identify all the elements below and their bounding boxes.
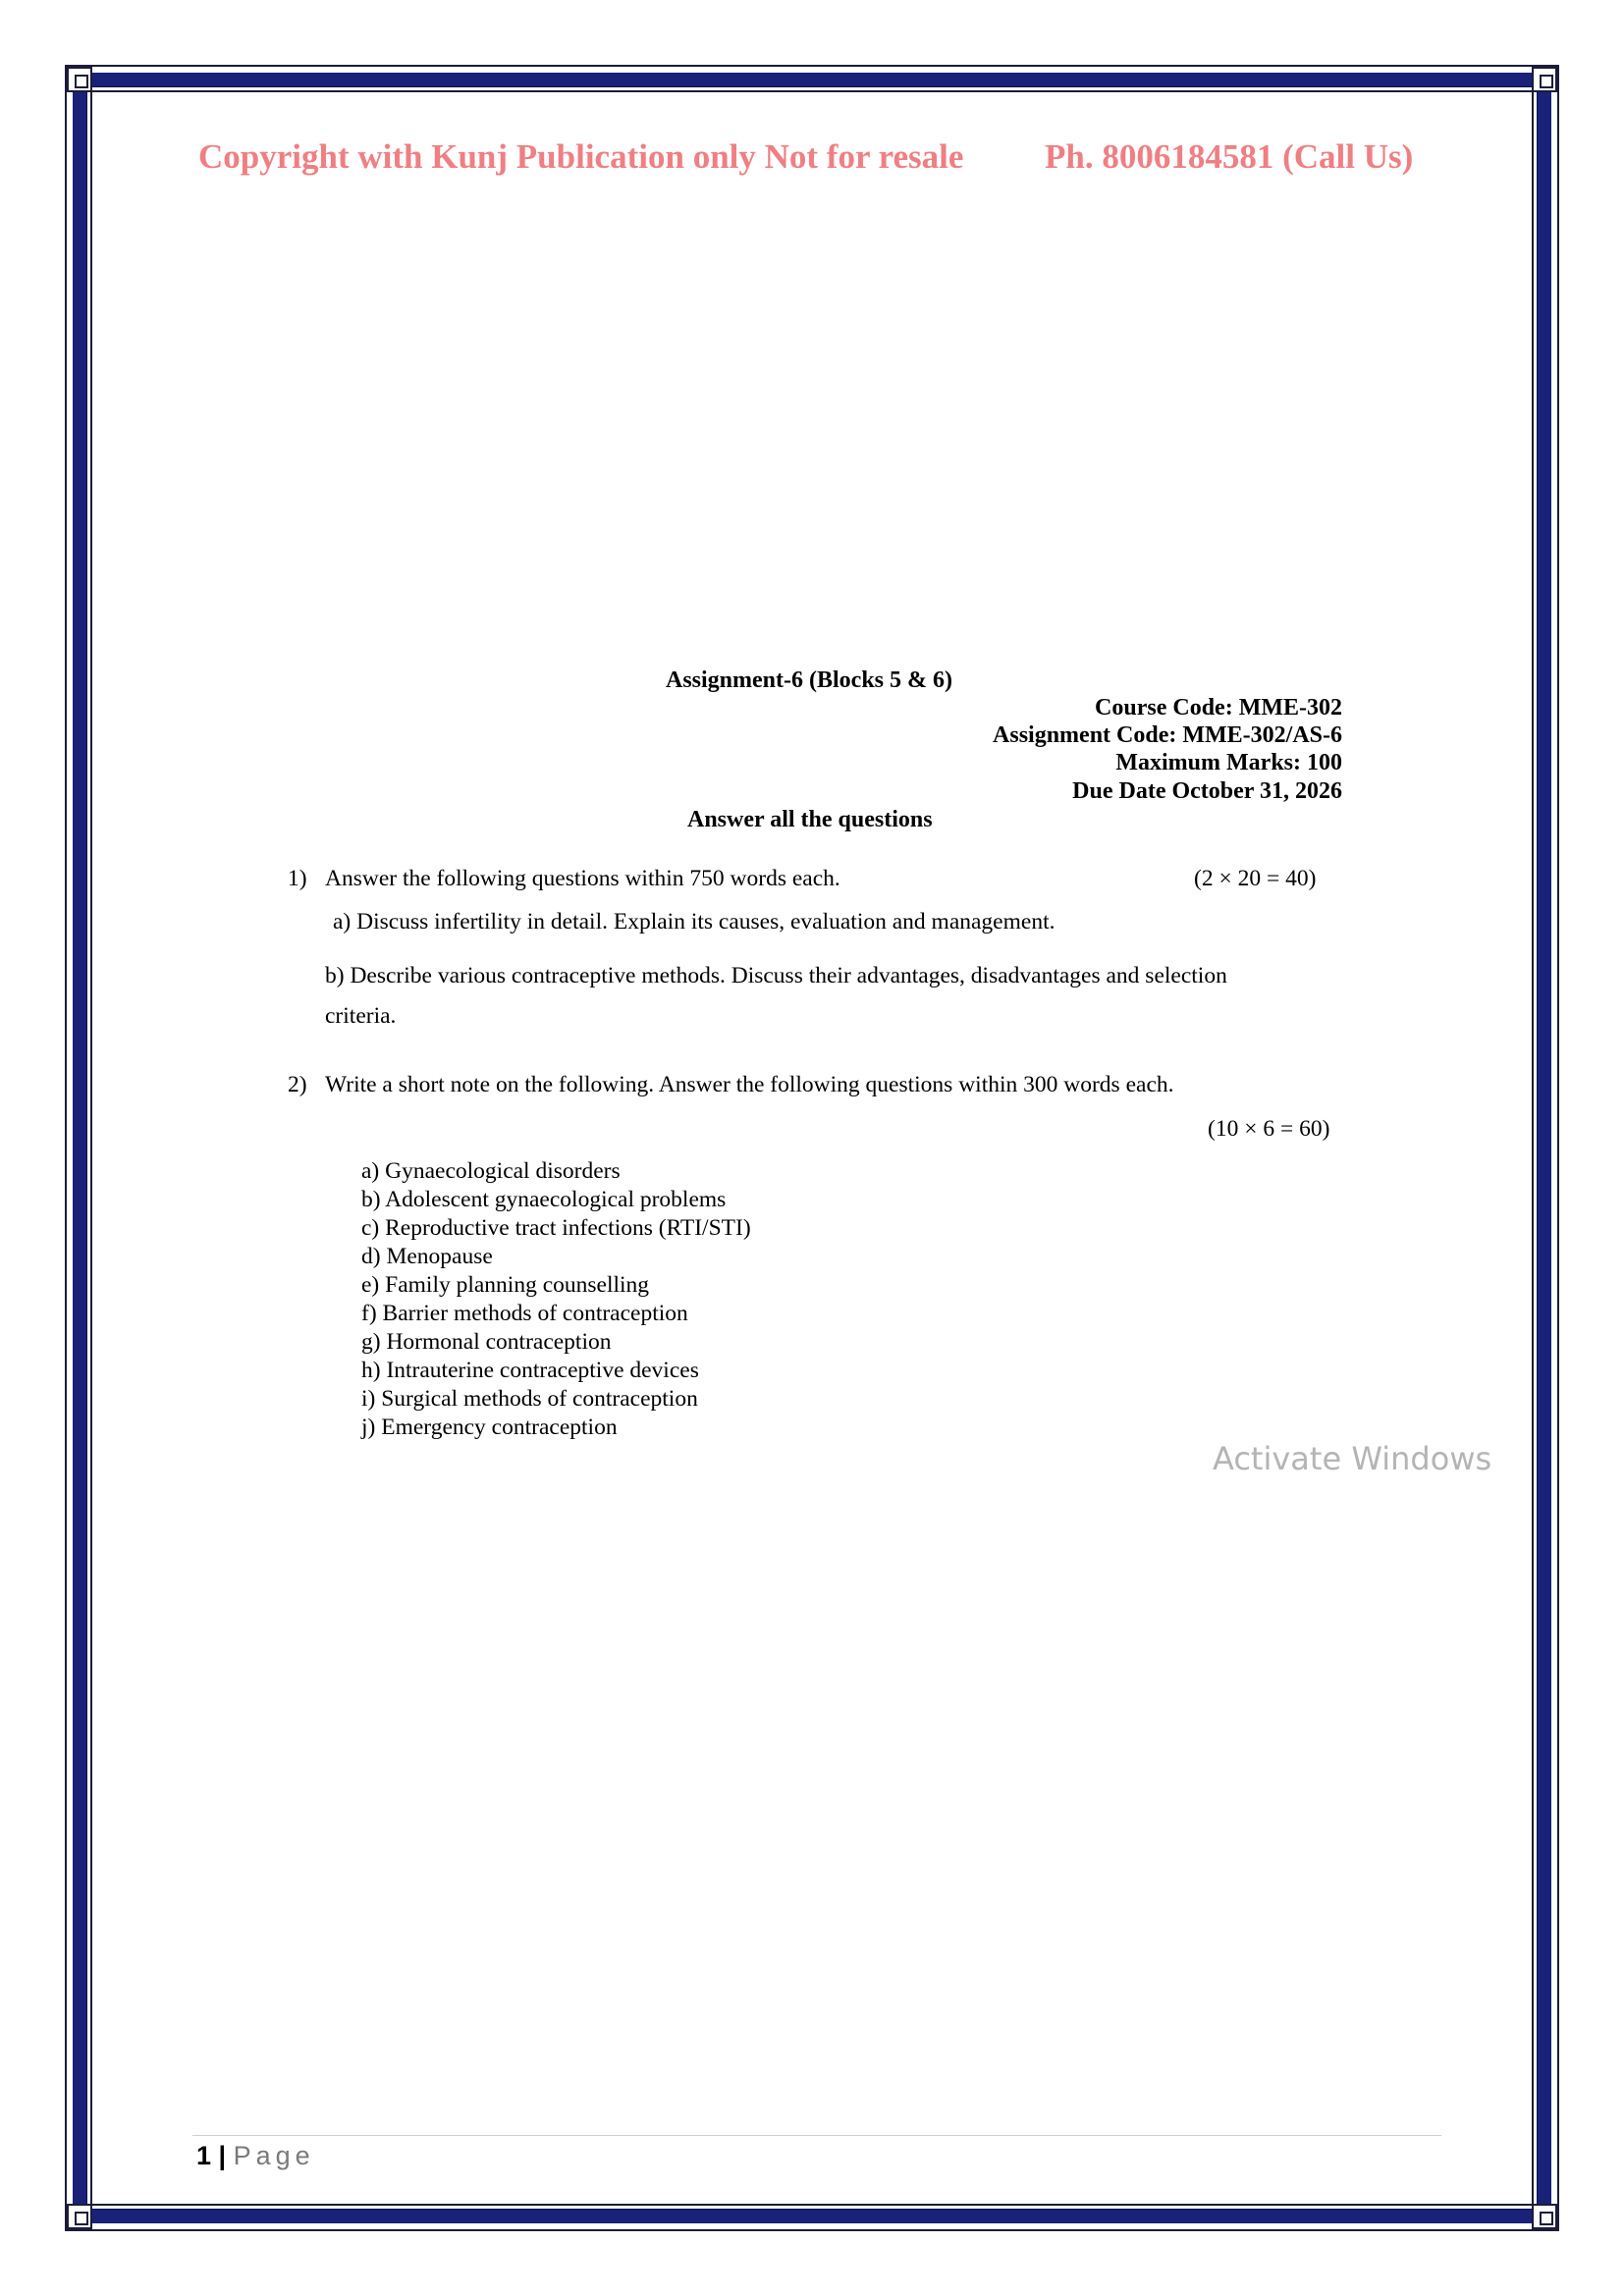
list-item: e) Family planning counselling bbox=[361, 1272, 650, 1298]
question-1-number: 1) bbox=[288, 866, 307, 891]
corner-ornament-top-right bbox=[1532, 67, 1557, 92]
corner-ornament-top-left bbox=[67, 67, 92, 92]
list-item: j) Emergency contraception bbox=[361, 1415, 618, 1440]
instruction-text: Answer all the questions bbox=[687, 807, 933, 832]
list-item: i) Surgical methods of contraception bbox=[361, 1386, 698, 1412]
activate-windows-watermark: Activate Windows bbox=[1213, 1440, 1492, 1477]
list-item: c) Reproductive tract infections (RTI/STI) bbox=[361, 1215, 751, 1241]
list-item: g) Hormonal contraception bbox=[361, 1329, 612, 1355]
page-footer bbox=[196, 2141, 315, 2171]
copyright-text: Copyright with Kunj Publication only Not for resale bbox=[198, 137, 964, 176]
list-item: f) Barrier methods of contraception bbox=[361, 1301, 688, 1326]
corner-ornament-bottom-right bbox=[1532, 2204, 1557, 2229]
page-number: 1 bbox=[196, 2141, 212, 2170]
list-item: b) Adolescent gynaecological problems bbox=[361, 1187, 727, 1212]
question-1-marks: (2 × 20 = 40) bbox=[1194, 866, 1317, 891]
question-2-text: Write a short note on the following. Answer the following questions within 300 words each. bbox=[325, 1072, 1174, 1097]
list-item: a) Gynaecological disorders bbox=[361, 1158, 621, 1184]
course-code: Course Code: MME-302 bbox=[1095, 695, 1342, 721]
list-item: d) Menopause bbox=[361, 1244, 493, 1269]
page-label: Page bbox=[233, 2141, 315, 2170]
corner-ornament-bottom-left bbox=[67, 2204, 92, 2229]
list-item: h) Intrauterine contraceptive devices bbox=[361, 1358, 699, 1383]
page-border-inner bbox=[90, 90, 1534, 2206]
footer-divider bbox=[192, 2135, 1441, 2136]
question-1b-line-2: criteria. bbox=[325, 1003, 397, 1029]
phone-number: Ph. 8006184581 (Call Us) bbox=[1045, 137, 1414, 176]
question-1b-line-1: b) Describe various contraceptive methods. Discuss their advantages, disadvantages and selection bbox=[325, 963, 1227, 988]
assignment-title: Assignment-6 (Blocks 5 & 6) bbox=[666, 667, 952, 693]
copyright-header bbox=[198, 137, 1435, 177]
maximum-marks: Maximum Marks: 100 bbox=[1115, 750, 1342, 775]
footer-separator: | bbox=[218, 2141, 227, 2170]
due-date: Due Date October 31, 2026 bbox=[1072, 778, 1342, 804]
question-2-number: 2) bbox=[288, 1072, 307, 1097]
assignment-code: Assignment Code: MME-302/AS-6 bbox=[993, 722, 1342, 748]
question-2-marks: (10 × 6 = 60) bbox=[1208, 1116, 1330, 1142]
question-1a: a) Discuss infertility in detail. Explain its causes, evaluation and management. bbox=[333, 909, 1056, 934]
question-1-text: Answer the following questions within 750 words each. bbox=[325, 866, 840, 891]
